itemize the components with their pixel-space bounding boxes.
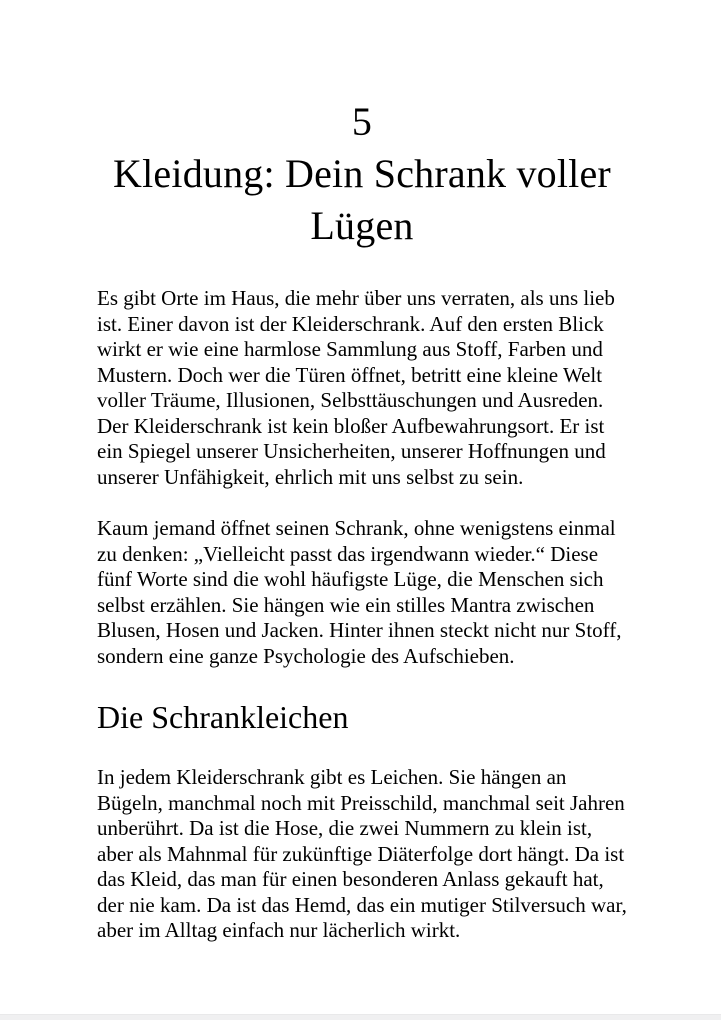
intro-paragraph-2: Kaum jemand öffnet seinen Schrank, ohne wenigstens einmal zu denken: „Vielleicht passt das irgendwann wieder.“ Diese fünf Worte sind die wohl häufigste Lüge, die Menschen sich selbst erzählen. Sie hängen wie ein stilles Mantra zwischen Blusen, Hosen und Jacken. Hinter ihnen steckt nicht nur Stoff, sondern eine ganze Psychologie des Aufschieben.: [97, 516, 622, 668]
chapter-heading: [97, 96, 627, 252]
section-heading: Die Schrankleichen: [97, 699, 349, 735]
chapter-number: 5: [351, 99, 373, 144]
section-paragraph-1: In jedem Kleiderschrank gibt es Leichen. Sie hängen an Bügeln, manchmal noch mit Preisschild, manchmal seit Jahren unberührt. Da ist die Hose, die zwei Nummern zu klein ist, aber als Mahnmal für zukünftige Diäterfolge dort hängt. Da ist das Kleid, das man für einen besonderen Anlass gekauft hat, der nie kam. Da ist das Hemd, das ein mutiger Stilversuch war, aber im Alltag einfach nur lächerlich wirkt.: [97, 765, 627, 942]
intro-paragraph-1: Es gibt Orte im Haus, die mehr über uns verraten, als uns lieb ist. Einer davon ist der Kleiderschrank. Auf den ersten Blick wirkt er wie eine harmlose Sammlung aus Stoff, Farben und Mustern. Doch wer die Türen öffnet, betritt eine kleine Welt voller Träume, Illusionen, Selbsttäuschungen und Ausreden. Der Kleiderschrank ist kein bloßer Aufbewahrungsort. Er ist ein Spiegel unserer Unsicherheiten, unserer Hoffnungen und unserer Unfähigkeit, ehrlich mit uns selbst zu sein.: [97, 286, 615, 489]
chapter-title: Kleidung: Dein Schrank voller Lügen: [113, 151, 611, 248]
text-column: [97, 0, 627, 970]
page-bottom-edge: [0, 1014, 721, 1020]
